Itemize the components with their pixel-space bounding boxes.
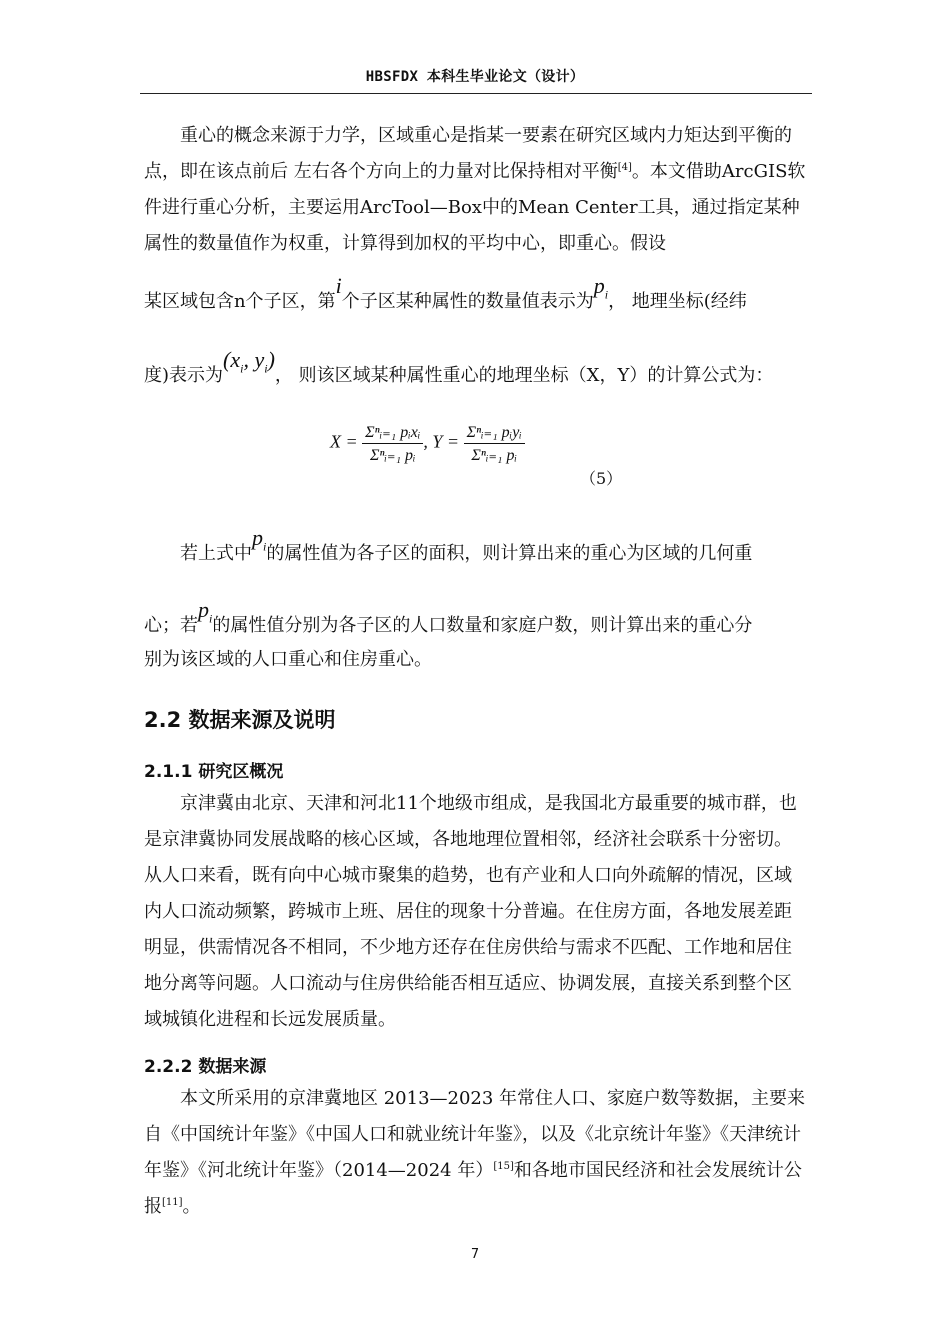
paragraph-weights-line1 xyxy=(144,525,806,578)
fraction-x-numerator: Σⁿᵢ₌₁ pᵢxᵢ xyxy=(362,422,423,444)
paragraph-data-sources xyxy=(144,1081,806,1225)
formula-lhs-x: X = xyxy=(330,431,358,452)
paragraph-centroid-concept xyxy=(144,118,806,262)
fraction-x-denominator: Σⁿᵢ₌₁ pᵢ xyxy=(369,447,416,464)
fraction-y-numerator: Σⁿᵢ₌₁ pᵢyᵢ xyxy=(464,422,525,444)
para1-text-a: 重心的概念来源于力学，区域重心是指某一要素在研究区域内力矩达到平衡的点，即在该点前后 左右各个方向上的力量对比保持相对平衡 xyxy=(144,125,792,182)
equation-number: （5） xyxy=(580,469,623,488)
section-heading-2-2: 2.2 数据来源及说明 xyxy=(144,708,336,732)
page-number: 7 xyxy=(470,1247,480,1262)
page-header: HBSFDX 本科生毕业论文（设计） xyxy=(365,69,585,85)
data-sources-text-a: 本文所采用的京津冀地区 2013—2023 年常住人口、家庭户数等数据，主要来自《中国统计年鉴》《中国人口和就业统计年鉴》，以及《北京统计年鉴》《天津统计年鉴》《河北统计年鉴》（2014—2024 年） xyxy=(144,1088,806,1181)
fraction-x xyxy=(362,422,423,465)
para1-text-b: 。本文借助ArcGIS软件进行重心分析，主要运用ArcTool—Box中的Mean Center工具，通过指定某种属性的数量值作为权重，计算得到加权的平均中心，即重心。假设 xyxy=(144,161,806,254)
data-sources-text-b: 和各地市国民经济和社会发展统计公报 xyxy=(144,1160,802,1217)
para3-text-a: 度)表示为 xyxy=(144,365,224,386)
centroid-formula xyxy=(330,422,525,465)
var-p-i-3: $p_i$ xyxy=(198,597,213,626)
formula-lhs-y: , Y = xyxy=(423,431,460,452)
para4-text-c: 心；若 xyxy=(144,615,198,636)
var-p-i: $p_i$ xyxy=(593,273,609,302)
para2-text-a: 某区域包含n个子区，第 xyxy=(144,291,336,312)
citation-4: [4] xyxy=(617,162,632,173)
para2-text-b: 个子区某种属性的数量值表示为 xyxy=(341,291,594,312)
para4-text-b: 的属性值为各子区的面积，则计算出来的重心为区域的几何重 xyxy=(266,543,753,564)
para2-text-c: ， 地理坐标(经纬 xyxy=(608,291,747,312)
section-heading-2-2-2: 2.2.2 数据来源 xyxy=(144,1057,267,1077)
paragraph-coordinates xyxy=(144,347,806,400)
paragraph-weights-line3: 别为该区域的人口重心和住房重心。 xyxy=(144,649,432,670)
paragraph-study-area: 京津冀由北京、天津和河北11个地级市组成，是我国北方最重要的城市群，也是京津冀协同发展战略的核心区域，各地地理位置相邻，经济社会联系十分密切。从人口来看，既有向中心城市聚集的趋势，也有产业和人口向外疏解的情况，区域内人口流动频繁，跨城市上班、居住的现象十分普遍。在住房方面，各地发展差距明显，供需情况各不相同，不少地方还存在住房供给与需求不匹配、工作地和居住地分离等问题。人口流动与住房供给能否相互适应、协调发展，直接关系到整个区域城镇化进程和长远发展质量。 xyxy=(144,793,797,1030)
var-p-i-2: $p_i$ xyxy=(252,525,267,554)
var-i: i xyxy=(335,273,342,298)
citation-11: [11] xyxy=(162,1197,183,1208)
para4-text-d: 的属性值分别为各子区的人口数量和家庭户数，则计算出来的重心分 xyxy=(212,615,753,636)
header-divider xyxy=(140,93,812,94)
coordinate-pair: ($x_i$, $y_i$) xyxy=(223,347,275,376)
data-sources-text-c: 。 xyxy=(182,1196,201,1217)
para3-text-b: ， 则该区域某种属性重心的地理坐标（X，Y）的计算公式为： xyxy=(274,365,774,386)
para4-text-a: 若上式中 xyxy=(180,543,252,564)
section-heading-2-1-1: 2.1.1 研究区概况 xyxy=(144,762,284,782)
citation-15: [15] xyxy=(493,1161,514,1172)
paragraph-subregions xyxy=(144,273,806,326)
fraction-y xyxy=(464,422,525,465)
fraction-y-denominator: Σⁿᵢ₌₁ pᵢ xyxy=(471,447,518,464)
